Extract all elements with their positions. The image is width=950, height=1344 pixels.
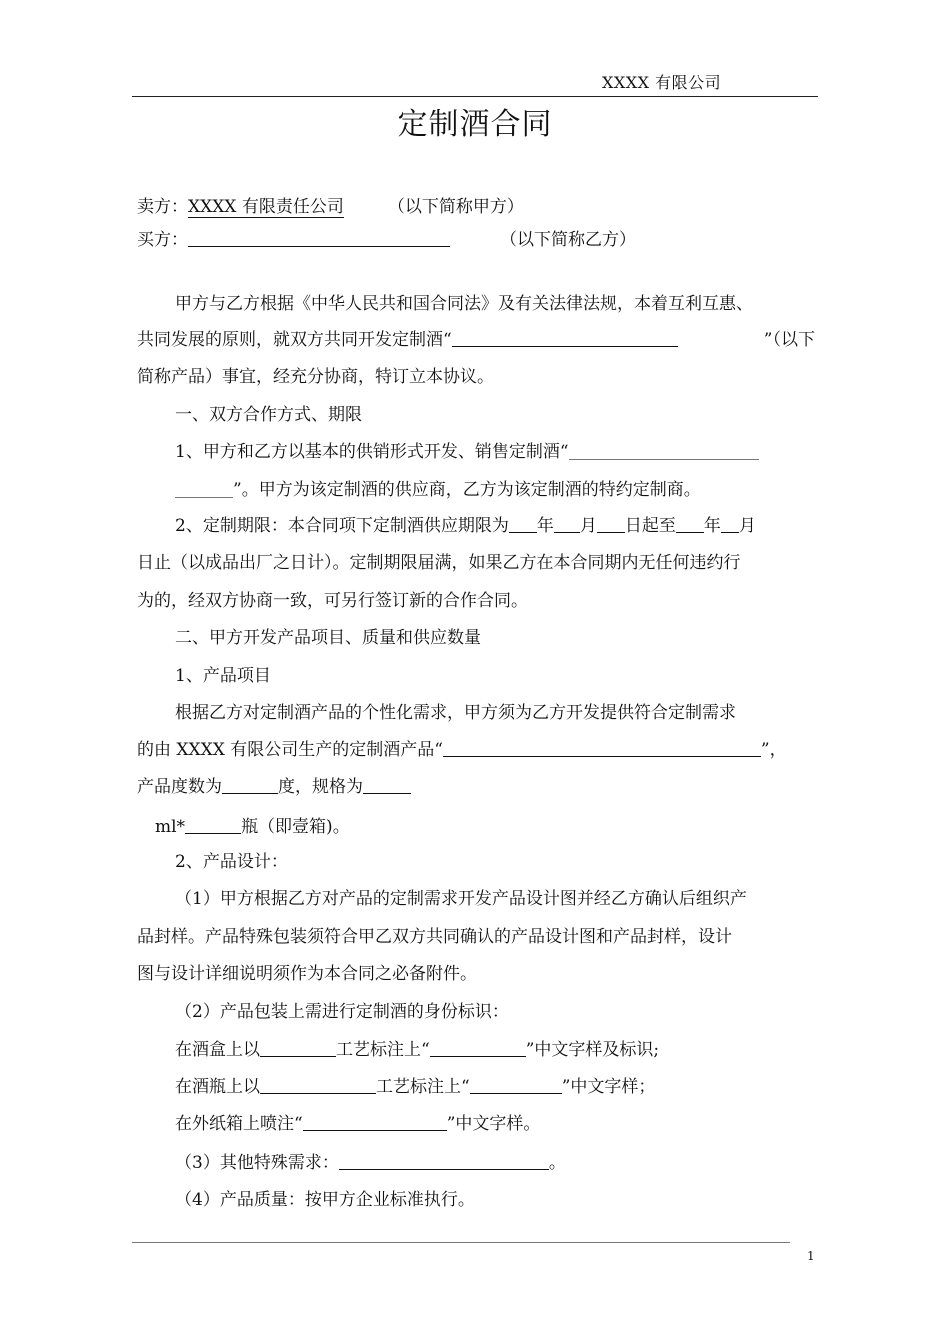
- section-1-item-1-line-2: [175, 479, 701, 501]
- carton-text: 在外纸箱上喷注“: [175, 1114, 303, 1134]
- section-1-item-2-line-1: [175, 515, 756, 537]
- wine-box-mark-line: [175, 1039, 659, 1061]
- buyer-line: [137, 229, 636, 251]
- product-para-line-1: 根据乙方对定制酒产品的个性化需求，甲方须为乙方开发提供符合定制需求: [175, 703, 736, 723]
- wine-bottle-craft-blank[interactable]: [260, 1076, 376, 1094]
- wine-bottle-mark-line: [175, 1076, 655, 1098]
- carton-text-blank[interactable]: [303, 1113, 447, 1131]
- product-para-line-2: [137, 739, 787, 761]
- liquor-name-blank-part1[interactable]: [569, 443, 759, 460]
- ml-label: ml*: [155, 817, 186, 837]
- intro-line-2-text: 共同发展的原则，就双方共同开发定制酒“: [137, 330, 452, 350]
- header-company-name: XXXX 有限公司: [602, 73, 722, 92]
- spec-volume-blank[interactable]: [363, 776, 411, 794]
- product-para-line-2-suffix: ”，: [760, 740, 787, 760]
- wine-box-suffix: ”中文字样及标识;: [525, 1040, 660, 1060]
- seller-line: [137, 196, 524, 218]
- wine-box-text: 在酒盒上以: [175, 1040, 260, 1060]
- intro-line-2-suffix: ”（以下: [763, 330, 815, 350]
- header-divider: [132, 96, 818, 97]
- buyer-name-blank[interactable]: [188, 229, 450, 247]
- wine-box-text-blank[interactable]: [430, 1039, 526, 1057]
- product-name-blank[interactable]: [452, 329, 678, 347]
- seller-alias: （以下简称甲方）: [387, 197, 524, 217]
- custom-product-name-blank[interactable]: [443, 739, 761, 757]
- intro-line-1: 甲方与乙方根据《中华人民共和国合同法》及有关法律法规，本着互利互惠、: [175, 294, 753, 314]
- day-from-label: 日起至: [624, 516, 676, 536]
- wine-bottle-text-blank[interactable]: [470, 1076, 562, 1094]
- carton-mark-line: [175, 1113, 540, 1135]
- month-label: 月: [579, 516, 597, 536]
- design-para-line-1: （1）甲方根据乙方对产品的定制需求开发产品设计图并经乙方确认后组织产: [175, 889, 747, 909]
- section-1-heading: 一、双方合作方式、期限: [175, 405, 362, 425]
- wine-box-craft-blank[interactable]: [260, 1039, 336, 1057]
- year-label: 年: [536, 516, 554, 536]
- degree-blank[interactable]: [222, 776, 278, 794]
- liquor-name-blank-part2[interactable]: [175, 481, 233, 498]
- wine-bottle-text: 在酒瓶上以: [175, 1077, 260, 1097]
- section-1-item-2-line-3: 为的，经双方协商一致，可另行签订新的合作合同。: [137, 591, 528, 611]
- wine-box-craft-label: 工艺标注上“: [336, 1040, 430, 1060]
- design-para-line-3: 图与设计详细说明须作为本合同之必备附件。: [137, 964, 477, 984]
- product-para-line-2-text: 的由 XXXX 有限公司生产的定制酒产品“: [137, 740, 443, 760]
- start-day-blank[interactable]: [597, 515, 625, 533]
- product-para-line-4: [155, 816, 350, 838]
- start-month-blank[interactable]: [554, 515, 580, 533]
- section-2-sub-1: 1、产品项目: [175, 666, 271, 686]
- product-para-line-3: [137, 776, 411, 798]
- section-2-sub-2: 2、产品设计：: [175, 852, 288, 872]
- start-year-blank[interactable]: [509, 515, 537, 533]
- special-needs-line: [175, 1152, 566, 1174]
- identity-mark-heading: （2）产品包装上需进行定制酒的身份标识：: [175, 1002, 509, 1022]
- end-year-blank[interactable]: [676, 515, 704, 533]
- seller-label: 卖方：: [137, 197, 188, 217]
- end-month-blank[interactable]: [721, 515, 739, 533]
- section-2-heading: 二、甲方开发产品项目、质量和供应数量: [175, 628, 481, 648]
- carton-suffix: ”中文字样。: [446, 1114, 541, 1134]
- item-1-text-cont: ”。甲方为该定制酒的供应商，乙方为该定制酒的特约定制商。: [233, 480, 701, 500]
- wine-bottle-suffix: ”中文字样；: [561, 1077, 656, 1097]
- item-1-text: 1、甲方和乙方以基本的供销形式开发、销售定制酒“: [175, 442, 569, 462]
- page-number: 1: [807, 1249, 815, 1263]
- special-needs-blank[interactable]: [339, 1152, 549, 1170]
- bottle-label: 瓶（即壹箱)。: [241, 817, 350, 837]
- section-1-item-2-line-2: 日止（以成品出厂之日计）。定制期限届满，如果乙方在本合同期内无任何违约行: [137, 553, 741, 573]
- special-needs-end: 。: [548, 1153, 566, 1173]
- degree-label: 产品度数为: [137, 777, 222, 797]
- product-quality-line: （4）产品质量：按甲方企业标准执行。: [175, 1190, 475, 1210]
- special-needs-label: （3）其他特殊需求：: [175, 1153, 339, 1173]
- spec-label: 度，规格为: [278, 777, 363, 797]
- section-1-item-1-line-1: [175, 441, 759, 463]
- wine-bottle-craft-label: 工艺标注上“: [376, 1077, 470, 1097]
- year-label-2: 年: [703, 516, 721, 536]
- buyer-alias: （以下简称乙方）: [500, 230, 636, 250]
- intro-line-3: 简称产品）事宜，经充分协商，特订立本协议。: [137, 367, 494, 387]
- month-label-2: 月: [738, 516, 756, 536]
- footer-divider: [132, 1242, 790, 1243]
- bottle-count-blank[interactable]: [185, 816, 241, 834]
- buyer-label: 买方：: [137, 230, 188, 250]
- page-title: 定制酒合同: [397, 107, 553, 142]
- intro-line-2: [137, 329, 815, 351]
- design-para-line-2: 品封样。产品特殊包装须符合甲乙双方共同确认的产品设计图和产品封样，设计: [137, 927, 732, 947]
- item-2-text: 2、定制期限：本合同项下定制酒供应期限为: [175, 516, 509, 536]
- seller-name: XXXX 有限责任公司: [188, 197, 344, 217]
